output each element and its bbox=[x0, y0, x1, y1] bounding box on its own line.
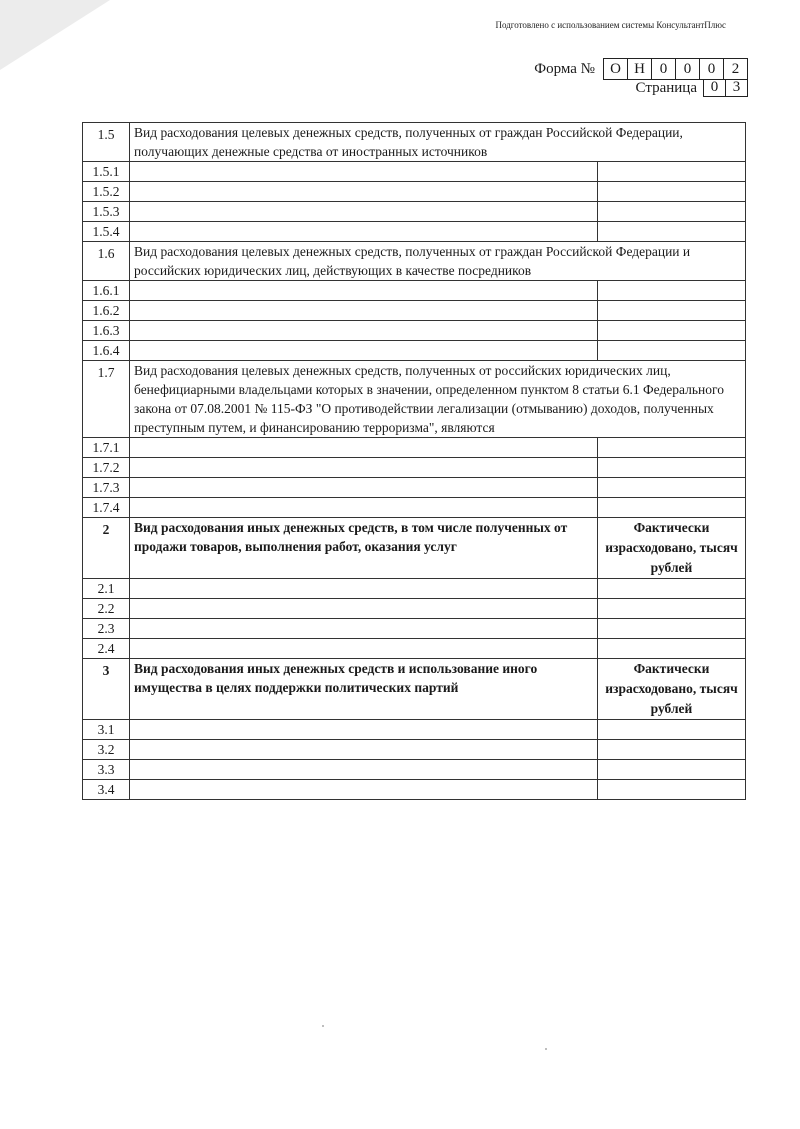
row-description-field[interactable] bbox=[130, 458, 598, 478]
section-number: 1.5 bbox=[83, 123, 130, 162]
table-row bbox=[83, 301, 746, 321]
row-number: 1.6.2 bbox=[83, 301, 130, 321]
form-code-cell: 2 bbox=[724, 58, 748, 80]
table-row bbox=[83, 619, 746, 639]
section-description: Вид расходования целевых денежных средств, полученных от граждан Российской Федерации, получающих денежные средства от иностранных источников bbox=[130, 123, 746, 162]
row-description-field[interactable] bbox=[130, 760, 598, 780]
row-number: 1.5.3 bbox=[83, 202, 130, 222]
page-code-cells bbox=[703, 79, 748, 97]
page-fold-shadow bbox=[0, 0, 110, 70]
row-description-field[interactable] bbox=[130, 202, 598, 222]
table-row bbox=[83, 780, 746, 800]
row-description-field[interactable] bbox=[130, 619, 598, 639]
form-label: Форма № bbox=[534, 60, 595, 77]
row-amount-field[interactable] bbox=[598, 579, 746, 599]
row-number: 1.5.2 bbox=[83, 182, 130, 202]
row-amount-field[interactable] bbox=[598, 780, 746, 800]
table-row bbox=[83, 740, 746, 760]
table-row bbox=[83, 478, 746, 498]
scan-speck bbox=[322, 1025, 324, 1027]
form-number-row bbox=[534, 58, 748, 80]
table-row bbox=[83, 599, 746, 619]
row-number: 1.6.3 bbox=[83, 321, 130, 341]
table-row bbox=[83, 202, 746, 222]
section-header-row bbox=[83, 518, 746, 579]
section-description: Вид расходования иных денежных средств и использование иного имущества в целях поддержки политических партий bbox=[130, 659, 598, 720]
row-number: 3.1 bbox=[83, 720, 130, 740]
row-number: 2.3 bbox=[83, 619, 130, 639]
section-number: 1.7 bbox=[83, 361, 130, 438]
row-number: 1.5.1 bbox=[83, 162, 130, 182]
table-row bbox=[83, 498, 746, 518]
row-number: 1.7.1 bbox=[83, 438, 130, 458]
table-row bbox=[83, 321, 746, 341]
amount-column-header: Фактически израсходовано, тысяч рублей bbox=[598, 518, 746, 579]
row-amount-field[interactable] bbox=[598, 162, 746, 182]
row-amount-field[interactable] bbox=[598, 438, 746, 458]
table-row bbox=[83, 162, 746, 182]
row-number: 2.4 bbox=[83, 639, 130, 659]
section-description: Вид расходования целевых денежных средств, полученных от российских юридических лиц, бенефициарными владельцами которых в значении, определенном пунктом 8 статьи 6.1 Федерального закона от 07.08.2001 № 115-ФЗ "О противодействии легализации (отмыванию) доходов, полученных преступным путем, и финансированию терроризма", являются bbox=[130, 361, 746, 438]
row-amount-field[interactable] bbox=[598, 599, 746, 619]
scan-speck bbox=[545, 1048, 547, 1050]
table-row bbox=[83, 760, 746, 780]
section-number: 3 bbox=[83, 659, 130, 720]
expenditure-table bbox=[82, 122, 746, 800]
form-code-cell: 0 bbox=[652, 58, 676, 80]
section-number: 1.6 bbox=[83, 242, 130, 281]
prepared-note: Подготовлено с использованием системы КонсультантПлюс bbox=[495, 20, 726, 30]
section-header-row bbox=[83, 361, 746, 438]
table-row bbox=[83, 438, 746, 458]
row-amount-field[interactable] bbox=[598, 498, 746, 518]
row-description-field[interactable] bbox=[130, 599, 598, 619]
section-description: Вид расходования иных денежных средств, в том числе полученных от продажи товаров, выполнения работ, оказания услуг bbox=[130, 518, 598, 579]
row-amount-field[interactable] bbox=[598, 321, 746, 341]
table-row bbox=[83, 720, 746, 740]
table-row bbox=[83, 222, 746, 242]
section-number: 2 bbox=[83, 518, 130, 579]
row-number: 1.5.4 bbox=[83, 222, 130, 242]
row-amount-field[interactable] bbox=[598, 222, 746, 242]
row-description-field[interactable] bbox=[130, 780, 598, 800]
row-number: 3.4 bbox=[83, 780, 130, 800]
table-row bbox=[83, 182, 746, 202]
page-code-cell: 0 bbox=[704, 79, 726, 97]
row-amount-field[interactable] bbox=[598, 202, 746, 222]
row-number: 1.7.3 bbox=[83, 478, 130, 498]
row-description-field[interactable] bbox=[130, 740, 598, 760]
form-code-cell: 0 bbox=[700, 58, 724, 80]
form-code-cell: О bbox=[604, 58, 628, 80]
row-description-field[interactable] bbox=[130, 438, 598, 458]
row-number: 2.2 bbox=[83, 599, 130, 619]
table-row bbox=[83, 579, 746, 599]
row-amount-field[interactable] bbox=[598, 281, 746, 301]
row-description-field[interactable] bbox=[130, 720, 598, 740]
row-number: 1.7.4 bbox=[83, 498, 130, 518]
row-description-field[interactable] bbox=[130, 321, 598, 341]
row-description-field[interactable] bbox=[130, 478, 598, 498]
row-number: 3.3 bbox=[83, 760, 130, 780]
row-description-field[interactable] bbox=[130, 301, 598, 321]
form-code-cell: 0 bbox=[676, 58, 700, 80]
row-description-field[interactable] bbox=[130, 579, 598, 599]
row-number: 1.7.2 bbox=[83, 458, 130, 478]
row-description-field[interactable] bbox=[130, 281, 598, 301]
row-description-field[interactable] bbox=[130, 162, 598, 182]
row-number: 1.6.4 bbox=[83, 341, 130, 361]
row-amount-field[interactable] bbox=[598, 740, 746, 760]
row-description-field[interactable] bbox=[130, 341, 598, 361]
table-row bbox=[83, 639, 746, 659]
row-number: 1.6.1 bbox=[83, 281, 130, 301]
section-header-row bbox=[83, 123, 746, 162]
row-description-field[interactable] bbox=[130, 182, 598, 202]
row-number: 2.1 bbox=[83, 579, 130, 599]
amount-column-header: Фактически израсходовано, тысяч рублей bbox=[598, 659, 746, 720]
form-code-cell: Н bbox=[628, 58, 652, 80]
table-row bbox=[83, 341, 746, 361]
row-description-field[interactable] bbox=[130, 639, 598, 659]
section-description: Вид расходования целевых денежных средств, полученных от граждан Российской Федерации и российских юридических лиц, действующих в качестве посредников bbox=[130, 242, 746, 281]
section-header-row bbox=[83, 242, 746, 281]
page-label: Страница bbox=[635, 79, 697, 96]
row-number: 3.2 bbox=[83, 740, 130, 760]
form-code-cells bbox=[603, 58, 748, 80]
row-amount-field[interactable] bbox=[598, 760, 746, 780]
page-number-row bbox=[636, 79, 748, 97]
table-row bbox=[83, 281, 746, 301]
expenditure-table-body bbox=[83, 123, 746, 800]
row-amount-field[interactable] bbox=[598, 458, 746, 478]
row-amount-field[interactable] bbox=[598, 341, 746, 361]
row-amount-field[interactable] bbox=[598, 478, 746, 498]
section-header-row bbox=[83, 659, 746, 720]
row-amount-field[interactable] bbox=[598, 182, 746, 202]
row-amount-field[interactable] bbox=[598, 720, 746, 740]
row-amount-field[interactable] bbox=[598, 619, 746, 639]
page-code-cell: 3 bbox=[726, 79, 748, 97]
row-description-field[interactable] bbox=[130, 222, 598, 242]
row-amount-field[interactable] bbox=[598, 639, 746, 659]
row-description-field[interactable] bbox=[130, 498, 598, 518]
row-amount-field[interactable] bbox=[598, 301, 746, 321]
table-row bbox=[83, 458, 746, 478]
